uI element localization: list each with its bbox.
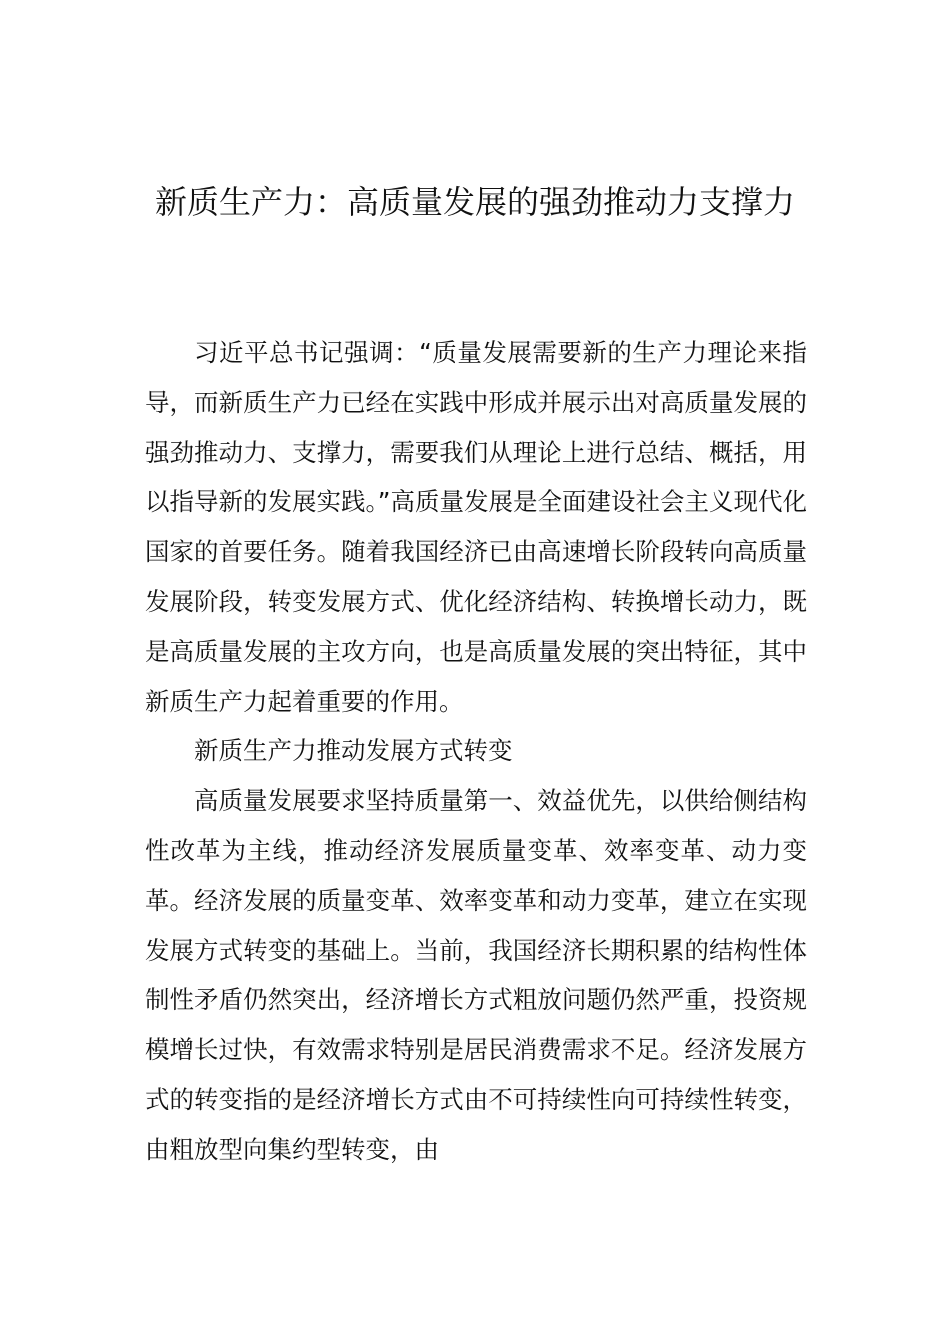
section-heading: 新质生产力推动发展方式转变 [194, 736, 513, 766]
document-body [145, 328, 807, 1175]
paragraph-intro: 习近平总书记强调：“质量发展需要新的生产力理论来指导，而新质生产力已经在实践中形成并展示出对高质量发展的强劲推动力、支撑力，需要我们从理论上进行总结、概括，用以指导新的发展实践。”高质量发展是全面建设社会主义现代化国家的首要任务。随着我国经济已由高速增长阶段转向高质量发展阶段，转变发展方式、优化经济结构、转换增长动力，既是高质量发展的主攻方向，也是高质量发展的突出特征，其中新质生产力起着重要的作用。 [145, 338, 807, 716]
paragraph-development-mode: 高质量发展要求坚持质量第一、效益优先，以供给侧结构性改革为主线，推动经济发展质量变革、效率变革、动力变革。经济发展的质量变革、效率变革和动力变革，建立在实现发展方式转变的基础上。当前，我国经济长期积累的结构性体制性矛盾仍然突出，经济增长方式粗放问题仍然严重，投资规模增长过快，有效需求特别是居民消费需求不足。经济发展方式的转变指的是经济增长方式由不可持续性向可持续性转变，由粗放型向集约型转变，由 [145, 786, 807, 1164]
document-title: 新质生产力：高质量发展的强劲推动力支撑力 [154, 183, 795, 221]
